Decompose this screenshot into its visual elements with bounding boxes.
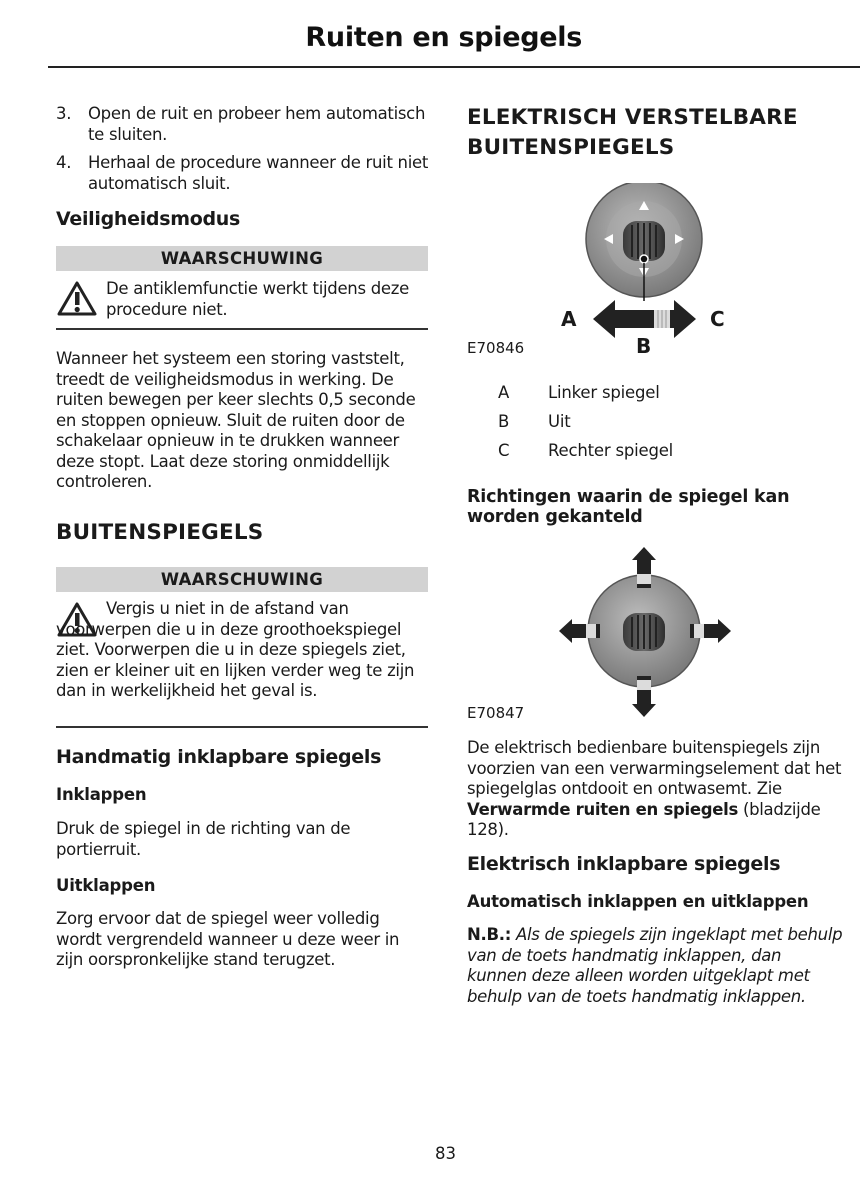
electric-mirrors-heading: ELEKTRISCH VERSTELBARE BUITENSPIEGELS [467,105,798,160]
manual-fold-heading: Handmatig inklapbare spiegels [56,746,382,768]
legend-value: Linker spiegel [548,383,660,402]
auto-fold-heading: Automatisch inklappen en uitklappen [467,892,809,911]
mirror-selector-figure [560,183,740,358]
fold-out-text: Zorg ervoor dat de spiegel weer volledig wordt vergrendeld wanneer u deze weer in zijn oorspronkelijke stand terugzet. [56,909,400,969]
note-text: Als de spiegels zijn ingeklapt met behulp van de toets handmatig inklappen, dan kunnen deze alleen worden uitgeklapt met behulp van de toets handmatig inklappen. [467,925,843,1006]
heating-paragraph [467,738,843,841]
fold-in-heading: Inklappen [56,785,147,804]
figure-id: E70847 [467,704,525,722]
tilt-directions-figure [555,545,737,720]
legend-key: B [498,412,510,431]
warning-text: Vergis u niet in de afstand van voorwerpen die u in deze groothoekspiegel ziet. Voorwerpen die u in deze spiegels ziet, zien er kleiner uit en lijken verder weg te zijn dan in werkelijkheid het geval is. [56,599,415,700]
step-text: Open de ruit en probeer hem automatisch te sluiten. [88,104,426,144]
figure-label-b: B [636,334,652,358]
legend-value: Uit [548,412,571,431]
cross-reference-link[interactable]: Verwarmde ruiten en spiegels [467,799,738,819]
power-fold-heading: Elektrisch inklapbare spiegels [467,853,781,875]
page-title: Ruiten en spiegels [305,22,582,53]
title-rule [48,66,860,68]
warning-text: De antiklemfunctie werkt tijdens deze procedure niet. [106,279,409,319]
fold-in-text: Druk de spiegel in de richting van de portierruit. [56,819,351,859]
step-text: Herhaal de procedure wanneer de ruit niet automatisch sluit. [88,153,429,193]
safety-paragraph: Wanneer het systeem een storing vaststelt, treedt de veiligheidsmodus in werking. De ruiten bewegen per keer slechts 0,5 seconde en stoppen opnieuw. Sluit de ruiten door de schakelaar opnieuw in te drukken wanneer deze stopt. Laat deze storing onmiddellijk controleren. [56,349,416,491]
note-paragraph [467,925,843,1007]
warning-triangle-icon [56,280,98,318]
warning-rule [56,726,428,728]
legend-key: C [498,441,510,460]
directions-heading: Richtingen waarin de spiegel kan worden gekanteld [467,487,790,527]
heating-text: De elektrisch bedienbare buitenspiegels zijn voorzien van een verwarmingselement dat het spiegelglas ontdooit en ontwasemt. Zie [467,738,842,798]
legend-value: Rechter spiegel [548,441,674,460]
figure-label-a: A [561,307,577,331]
mirrors-heading: BUITENSPIEGELS [56,520,264,545]
note-label: N.B.: [467,925,512,944]
heating-page-ref: (bladzijde 128). [467,799,821,839]
figure-id: E70846 [467,339,525,357]
step-number: 4. [56,153,72,172]
warning-rule [56,328,428,330]
safety-mode-heading: Veiligheidsmodus [56,208,241,230]
figure-label-c: C [710,307,725,331]
warning-header: WAARSCHUWING [56,246,428,271]
legend-key: A [498,383,510,402]
page-number: 83 [435,1144,456,1163]
warning-header: WAARSCHUWING [56,567,428,592]
fold-out-heading: Uitklappen [56,876,156,895]
step-number: 3. [56,104,72,123]
